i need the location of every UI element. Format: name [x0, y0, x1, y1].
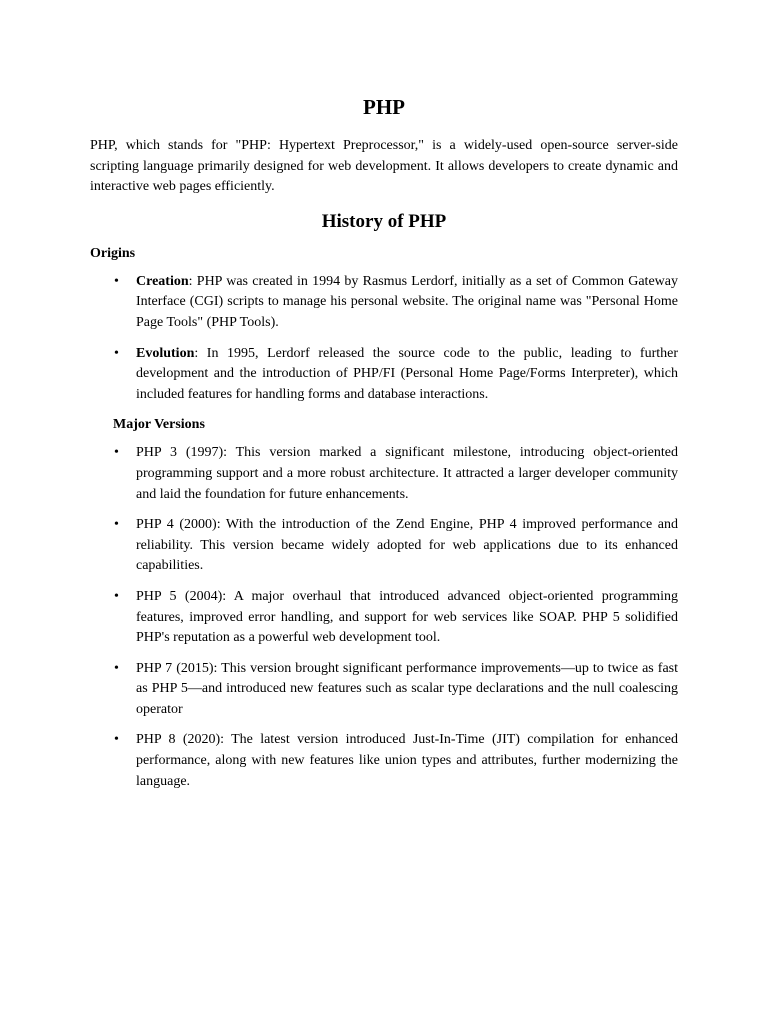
bullet-icon: • — [114, 445, 119, 461]
list-item — [90, 443, 678, 505]
major-versions-heading: Major Versions — [113, 417, 205, 433]
list-item — [90, 659, 678, 721]
list-item — [90, 515, 678, 577]
page-title: PHP — [363, 95, 405, 119]
list-item-text: : In 1995, Lerdorf released the source code to the public, leading to further development and the introduction of PHP/FI (Personal Home Page/Forms Interpreter), which included features for handling forms and database interactions. — [136, 345, 678, 402]
intro-paragraph: PHP, which stands for "PHP: Hypertext Preprocessor," is a widely-used open-source server-side scripting language primarily designed for web development. It allows developers to create dynamic and interactive web pages efficiently. — [90, 138, 678, 195]
list-item — [90, 587, 678, 649]
bullet-icon: • — [114, 273, 119, 289]
list-item-term: Creation — [136, 273, 189, 289]
list-item — [90, 272, 678, 334]
bullet-icon: • — [114, 660, 119, 676]
list-item-text: PHP 8 (2020): The latest version introduced Just-In-Time (JIT) compilation for enhanced performance, along with new features like union types and attributes, further modernizing the language. — [136, 732, 678, 789]
list-item — [90, 730, 678, 792]
document-page — [90, 92, 678, 802]
list-item-text: : PHP was created in 1994 by Rasmus Lerdorf, initially as a set of Common Gateway Interface (CGI) scripts to manage his personal website. The original name was "Personal Home Page Tools" (PHP Tools). — [136, 273, 678, 330]
bullet-icon: • — [114, 345, 119, 361]
list-item — [90, 344, 678, 406]
list-item-text: PHP 7 (2015): This version brought significant performance improvements—up to twice as fast as PHP 5—and introduced new features such as scalar type declarations and the null coalescing operator — [136, 660, 678, 717]
major-versions-list — [90, 443, 678, 792]
list-item-text: PHP 4 (2000): With the introduction of the Zend Engine, PHP 4 improved performance and reliability. This version became widely adopted for web applications due to its enhanced capabilities. — [136, 517, 678, 574]
list-item-text: PHP 5 (2004): A major overhaul that introduced advanced object-oriented programming features, improved error handling, and support for web services like SOAP. PHP 5 solidified PHP's reputation as a powerful web development tool. — [136, 588, 678, 646]
origins-list — [90, 272, 678, 406]
list-item-text: PHP 3 (1997): This version marked a significant milestone, introducing object-oriented programming support and a more robust architecture. It attracted a larger developer community and laid the foundation for future enhancements. — [136, 445, 678, 502]
history-heading: History of PHP — [321, 210, 447, 232]
bullet-icon: • — [114, 517, 119, 533]
bullet-icon: • — [114, 732, 119, 748]
bullet-icon: • — [114, 588, 119, 604]
list-item-term: Evolution — [136, 345, 195, 361]
origins-heading: Origins — [90, 245, 136, 261]
